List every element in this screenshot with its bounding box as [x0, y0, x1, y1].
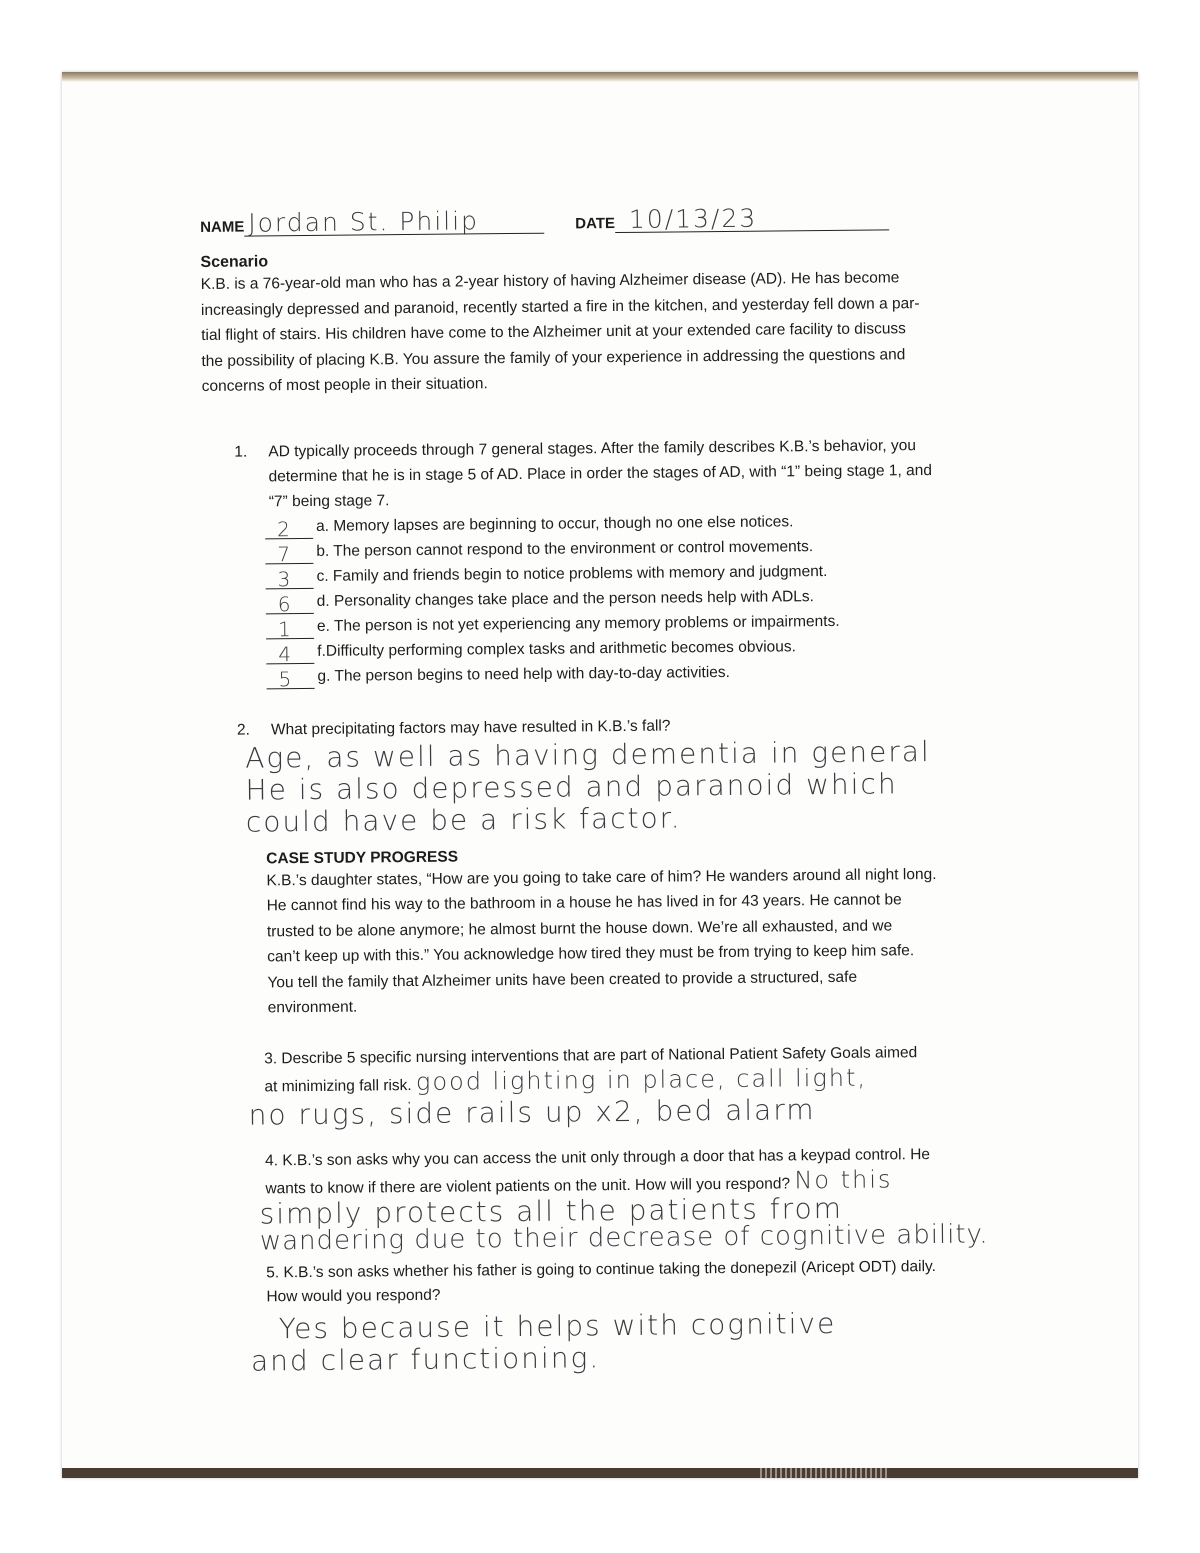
- question-line: wants to know if there are violent patients on the unit. How will you respond?: [265, 1174, 791, 1197]
- header-row: [200, 202, 1020, 246]
- option-text: f.Difficulty performing complex tasks and arithmetic becomes obvious.: [317, 637, 797, 660]
- question-5: [266, 1254, 1030, 1309]
- question-line: determine that he is in stage 5 of AD. Place in order the stages of AD, with “1” being stage 1, and: [268, 461, 933, 485]
- stage-options: [203, 507, 1025, 690]
- case-study-line: environment.: [267, 998, 358, 1017]
- answer-line: He is also depressed and paranoid which: [245, 766, 898, 807]
- case-study-title: CASE STUDY PROGRESS: [266, 848, 459, 867]
- handwritten-answer: 5: [278, 666, 292, 691]
- question-1: [202, 432, 1023, 515]
- name-field[interactable]: [244, 207, 544, 237]
- case-study-line: He cannot find his way to the bathroom in a house he has lived in for 43 years. He cannot be: [266, 891, 902, 915]
- question-4: [265, 1142, 1029, 1201]
- name-label: NAME: [200, 218, 245, 236]
- date-field[interactable]: [615, 203, 889, 233]
- question-line: 5. K.B.’s son asks whether his father is going to continue taking the donepezil (Aricept ODT) daily.: [266, 1257, 936, 1281]
- case-study-line: trusted to be alone anymore; he almost burnt the house down. We’re all exhausted, and we: [266, 916, 893, 940]
- handwritten-answer: 6: [277, 591, 291, 616]
- question-5-answer[interactable]: [251, 1306, 1032, 1377]
- inline-answer[interactable]: good lighting in place, call light,: [415, 1063, 868, 1096]
- handwritten-answer: 2: [276, 516, 290, 541]
- name-value: Jordan St. Philip: [248, 206, 480, 238]
- question-line: 3. Describe 5 specific nursing interventions that are part of National Patient Safety Goals aimed: [264, 1043, 918, 1067]
- question-line: How would you respond?: [266, 1286, 441, 1305]
- option-text: d. Personality changes take place and the person needs help with ADLs.: [316, 587, 815, 610]
- option-text: c. Family and friends begin to notice problems with memory and judgment.: [316, 562, 828, 585]
- answer-blank[interactable]: [266, 591, 314, 616]
- question-4-answer[interactable]: [259, 1191, 1030, 1256]
- answer-blank[interactable]: [265, 541, 313, 566]
- question-number: 2.: [236, 721, 251, 739]
- question-3: [264, 1040, 1028, 1099]
- question-line: “7” being stage 7.: [268, 491, 390, 510]
- worksheet: [200, 202, 1031, 1377]
- answer-line: simply protects all the patients from: [259, 1191, 844, 1230]
- handwritten-answer: 3: [277, 566, 291, 591]
- handwritten-answer: 4: [278, 641, 292, 666]
- case-study-line: can’t keep up with this.” You acknowledge how tired they must be from trying to keep him safe.: [267, 942, 915, 966]
- answer-blank[interactable]: [266, 641, 314, 666]
- answer-line: Yes because it helps with cognitive: [278, 1306, 837, 1345]
- scenario-line: concerns of most people in their situation.: [201, 375, 488, 395]
- question-number: 1.: [234, 443, 248, 461]
- case-study-line: You tell the family that Alzheimer units have been created to provide a structured, safe: [267, 968, 858, 991]
- question-3-answer[interactable]: no rugs, side rails up x2, bed alarm: [248, 1092, 816, 1132]
- answer-blank[interactable]: [265, 566, 313, 591]
- case-study-text: [266, 861, 1027, 1021]
- paper-bottom-texture: [760, 1468, 890, 1478]
- question-line: 4. K.B.’s son asks why you can access the unit only through a door that has a keypad control. He: [265, 1145, 931, 1169]
- answer-line: Age, as well as having dementia in general: [245, 734, 931, 775]
- question-2-answer[interactable]: [245, 735, 1026, 838]
- case-study-line: K.B.’s daughter states, “How are you going to take care of him? He wanders around all night long.: [266, 865, 937, 889]
- answer-line: wandering due to their decrease of cognitive ability.: [259, 1218, 989, 1256]
- answer-blank[interactable]: [266, 616, 314, 641]
- answer-blank[interactable]: [265, 516, 313, 541]
- scenario-line: tial flight of stairs. His children have come to the Alzheimer unit at your extended care facility to discuss: [201, 320, 906, 344]
- option-text: g. The person begins to need help with day-to-day activities.: [317, 663, 730, 685]
- scenario-title: Scenario: [200, 253, 269, 271]
- option-text: e. The person is not yet experiencing any memory problems or impairments.: [316, 612, 840, 635]
- answer-line: could have be a risk factor.: [245, 800, 682, 839]
- scenario-line: K.B. is a 76-year-old man who has a 2-year history of having Alzheimer disease (AD). He has become: [200, 269, 900, 293]
- question-line: at minimizing fall risk.: [264, 1076, 412, 1095]
- scenario-line: increasingly depressed and paranoid, recently started a fire in the kitchen, and yesterday fell down a par-: [200, 294, 920, 319]
- scenario-text: [201, 264, 1022, 399]
- question-text: What precipitating factors may have resulted in K.B.’s fall?: [270, 717, 671, 738]
- date-label: DATE: [575, 215, 616, 233]
- paper-bottom-edge: [62, 1468, 1138, 1478]
- date-value: 10/13/23: [628, 203, 758, 234]
- scenario-line: the possibility of placing K.B. You assure the family of your experience in addressing the questions and: [201, 345, 906, 370]
- handwritten-answer: 7: [277, 541, 291, 566]
- option-text: a. Memory lapses are beginning to occur, though no one else notices.: [315, 512, 794, 535]
- inline-answer[interactable]: No this: [794, 1164, 893, 1194]
- answer-blank[interactable]: [266, 666, 314, 691]
- question-line: AD typically proceeds through 7 general stages. After the family describes K.B.’s behavior, you: [268, 436, 916, 460]
- paper-top-edge: [62, 72, 1138, 82]
- handwritten-answer: 1: [277, 616, 291, 641]
- answer-line: and clear functioning.: [250, 1340, 601, 1378]
- option-text: b. The person cannot respond to the environment or control movements.: [316, 537, 814, 560]
